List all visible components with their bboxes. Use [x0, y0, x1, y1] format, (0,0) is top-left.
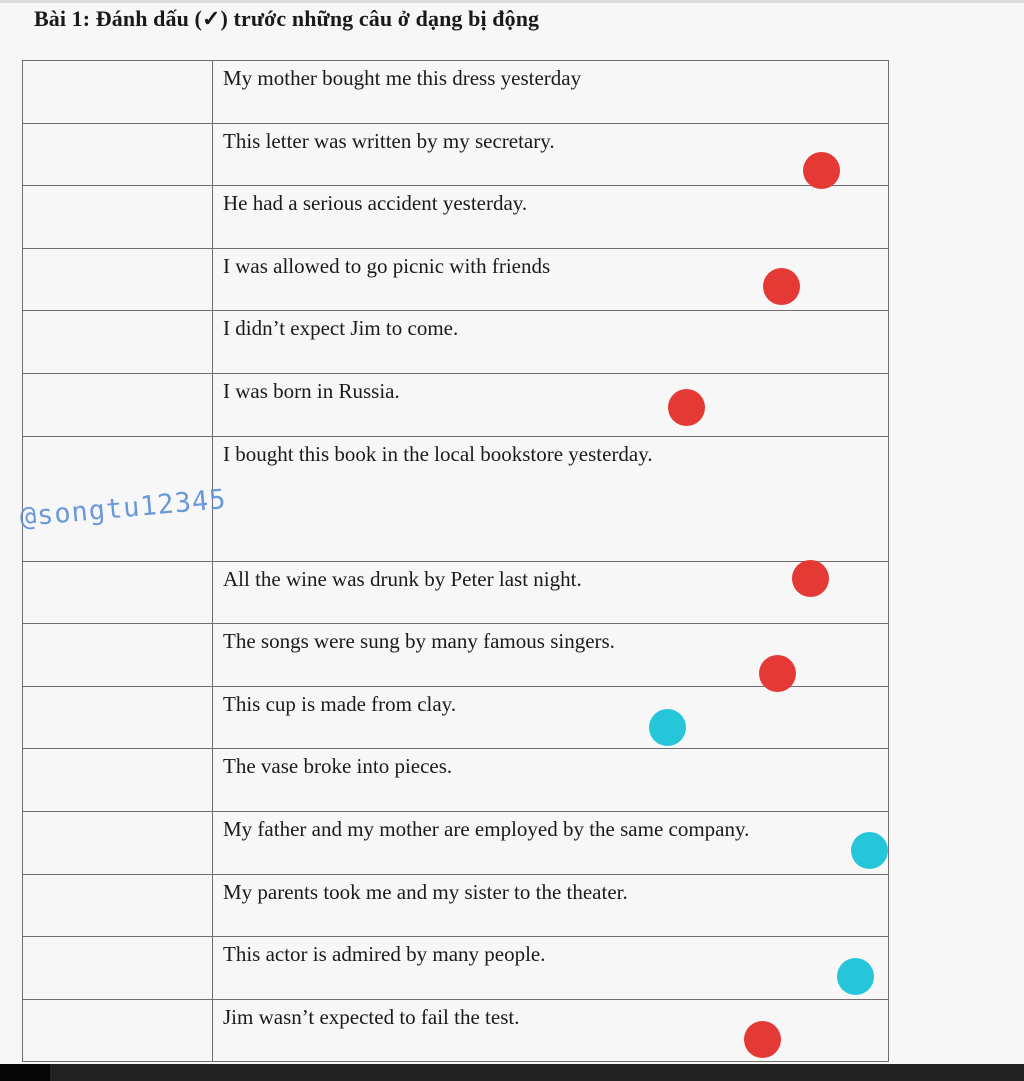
- table-row: [23, 61, 889, 124]
- check-cell[interactable]: [23, 686, 213, 749]
- blue-dot-marker: [851, 832, 888, 869]
- table-row: [23, 373, 889, 436]
- sentence-cell: My mother bought me this dress yesterday: [213, 61, 889, 124]
- table-row: [23, 811, 889, 874]
- check-cell[interactable]: [23, 123, 213, 186]
- check-cell[interactable]: [23, 311, 213, 374]
- sentence-cell: All the wine was drunk by Peter last night.: [213, 561, 889, 624]
- red-dot-marker: [803, 152, 840, 189]
- table-row: [23, 311, 889, 374]
- sentence-cell: This actor is admired by many people.: [213, 937, 889, 1000]
- check-cell[interactable]: [23, 937, 213, 1000]
- table-row: [23, 561, 889, 624]
- table-row: [23, 123, 889, 186]
- bottom-bar: [0, 1064, 1024, 1081]
- sentence-cell: He had a serious accident yesterday.: [213, 186, 889, 249]
- table-row: [23, 874, 889, 937]
- exercise-title: Bài 1: Đánh dấu (✓) trước những câu ở dạng bị động: [34, 6, 540, 31]
- check-cell[interactable]: [23, 624, 213, 687]
- red-dot-marker: [668, 389, 705, 426]
- sentence-cell: This letter was written by my secretary.: [213, 123, 889, 186]
- check-cell[interactable]: [23, 186, 213, 249]
- table-row: [23, 186, 889, 249]
- exercise-table: [22, 60, 889, 1062]
- sentence-cell: The songs were sung by many famous singers.: [213, 624, 889, 687]
- red-dot-marker: [744, 1021, 781, 1058]
- blue-dot-marker: [649, 709, 686, 746]
- check-cell[interactable]: [23, 874, 213, 937]
- sentence-cell: My father and my mother are employed by the same company.: [213, 811, 889, 874]
- table-row: [23, 749, 889, 812]
- check-cell[interactable]: [23, 811, 213, 874]
- sentence-cell: The vase broke into pieces.: [213, 749, 889, 812]
- watermark: @songtu12345: [18, 484, 228, 533]
- blue-dot-marker: [837, 958, 874, 995]
- check-cell[interactable]: [23, 999, 213, 1062]
- check-cell[interactable]: [23, 373, 213, 436]
- sentence-cell: I was born in Russia.: [213, 373, 889, 436]
- top-edge: [0, 0, 1024, 3]
- check-cell[interactable]: [23, 749, 213, 812]
- table-row: [23, 686, 889, 749]
- sentence-cell: This cup is made from clay.: [213, 686, 889, 749]
- check-cell[interactable]: [23, 561, 213, 624]
- red-dot-marker: [763, 268, 800, 305]
- sentence-cell: I bought this book in the local bookstore yesterday.: [213, 436, 889, 561]
- sentence-cell: I was allowed to go picnic with friends: [213, 248, 889, 311]
- sentence-cell: My parents took me and my sister to the theater.: [213, 874, 889, 937]
- table-row: [23, 248, 889, 311]
- sentence-cell: I didn’t expect Jim to come.: [213, 311, 889, 374]
- bottom-bar-corner: [0, 1064, 50, 1081]
- red-dot-marker: [792, 560, 829, 597]
- check-cell[interactable]: [23, 61, 213, 124]
- table-row: [23, 937, 889, 1000]
- sentence-cell: Jim wasn’t expected to fail the test.: [213, 999, 889, 1062]
- check-cell[interactable]: [23, 248, 213, 311]
- red-dot-marker: [759, 655, 796, 692]
